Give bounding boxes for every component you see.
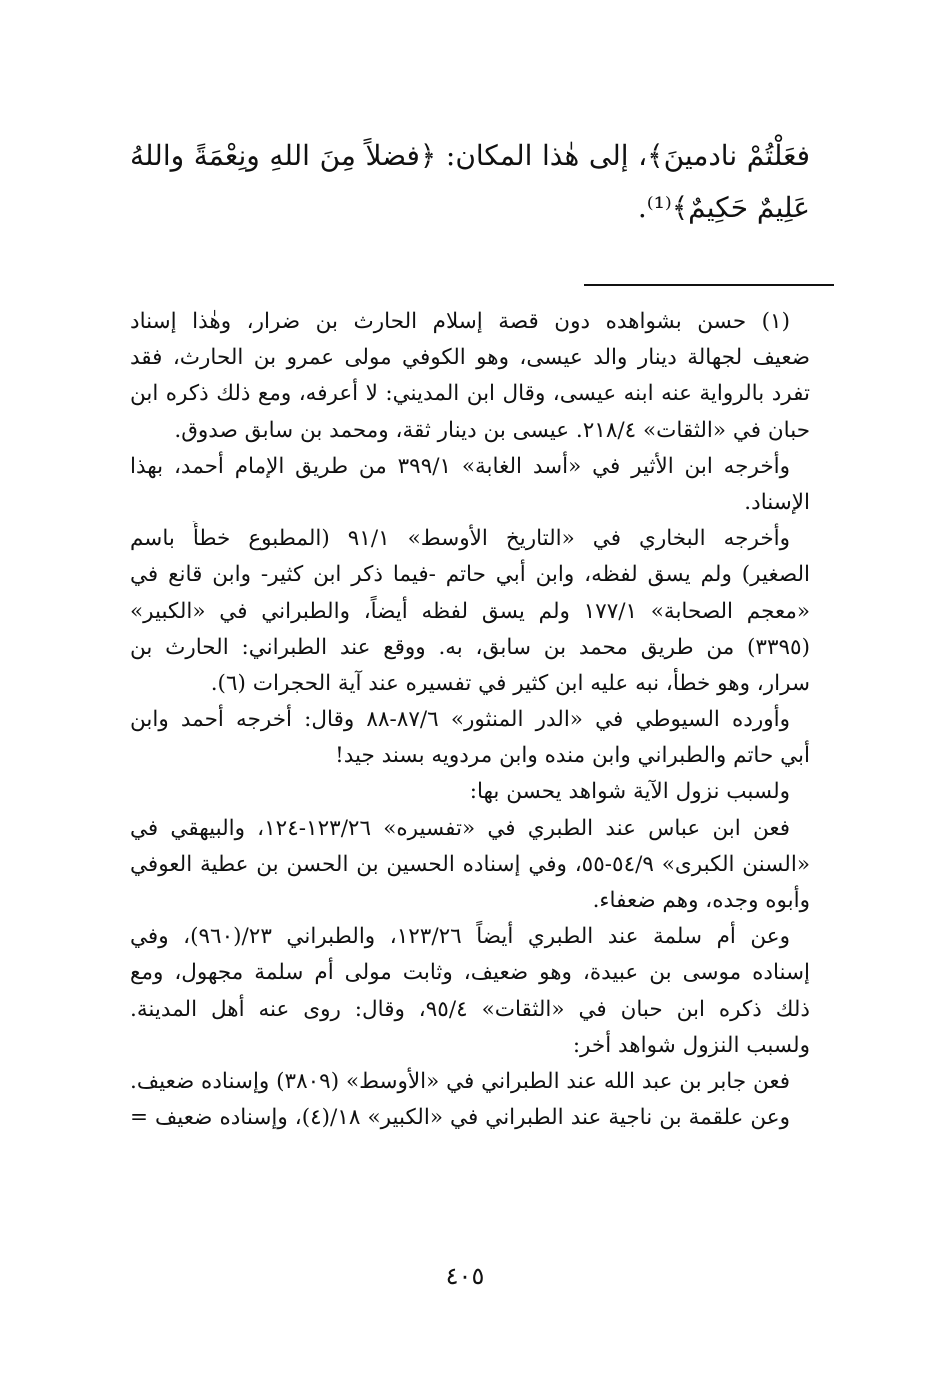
page-number: ٤٠٥ [445, 1262, 485, 1290]
footnote-line: سرار، وهو خطأ، نبه عليه ابن كثير في تفسيره عند آية الحجرات (٦). [210, 670, 810, 696]
footnote-line: (٣٣٩٥) من طريق محمد بن سابق، به. ووقع عند الطبراني: الحارث بن [130, 634, 810, 660]
footnote-line: إسناده موسى بن عبيدة، وهو ضعيف، وثابت مولى أم سلمة مجهول، ومع [130, 960, 810, 986]
footnote-line: حبان في «الثقات» ٢١٨/٤. عيسى بن دينار ثقة، ومحمد بن سابق صدوق. [174, 417, 810, 443]
main-text [130, 130, 810, 234]
footnote-line: (١) حسن بشواهده دون قصة إسلام الحارث بن ضرار، وهٰذا إسناد [130, 309, 790, 334]
footnote-line: أبي حاتم والطبراني وابن منده وابن مردويه بسند جيد! [335, 743, 810, 769]
footnote-line: فعن ابن عباس عند الطبري في «تفسيره» ١٢٣/٢٦-١٢٤، والبيهقي في [130, 815, 790, 841]
footnote-line: «معجم الصحابة» ١٧٧/١ ولم يسق لفظه أيضاً، والطبراني في «الكبير» [130, 598, 810, 624]
footnote-line: وأخرجه البخاري في «التاريخ الأوسط» ٩١/١ (المطبوع خطأً باسم [130, 526, 790, 552]
footnotes [130, 304, 810, 1136]
main-text-line: عَلِيمٌ حَكِيمٌ﴾⁽¹⁾. [637, 191, 810, 224]
footnote-line: تفرد بالرواية عنه ابنه عيسى، وقال ابن المديني: لا أعرفه، ومع ذلك ذكره ابن [130, 381, 810, 407]
footnote-line: ذلك ذكره ابن حبان في «الثقات» ٩٥/٤، وقال: روى عنه أهل المدينة. [130, 996, 810, 1022]
footnote-line: وأبوه وجده، وهم ضعفاء. [592, 888, 810, 913]
footnote-separator [584, 284, 834, 286]
footnote-line: الصغير) ولم يسق لفظه، وابن أبي حاتم -فيما ذكر ابن كثير- وابن قانع في [130, 562, 810, 588]
footnote-line: الإسناد. [744, 489, 810, 515]
footnote-line: «السنن الكبرى» ٥٤/٩-٥٥، وفي إسناده الحسين بن الحسن بن عطية العوفي [130, 851, 810, 877]
footnote-line: ولسبب النزول شواهد أخر: [572, 1032, 810, 1058]
footnote-line: وعن علقمة بن ناجية عند الطبراني في «الكبير» ١٨/(٤)، وإسناده ضعيف = [130, 1105, 791, 1131]
footnote-line: ضعيف لجهالة دينار والد عيسى، وهو الكوفي مولى عمرو بن الحارث، فقد [130, 345, 810, 371]
footnote-line: ولسبب نزول الآية شواهد يحسن بها: [469, 779, 790, 805]
footnote-line: وأورده السيوطي في «الدر المنثور» ٨٧/٦-٨٨ وقال: أخرجه أحمد وابن [130, 707, 790, 733]
footnote-line: وأخرجه ابن الأثير في «أسد الغابة» ٣٩٩/١ من طريق الإمام أحمد، بهذا [130, 453, 790, 479]
footnote-line: وعن أم سلمة عند الطبري أيضاً ١٢٣/٢٦، والطبراني ٢٣/(٩٦٠)، وفي [130, 924, 790, 950]
main-text-line: فعَلْتُمْ نادمينَ﴾، إلى هٰذا المكان: ﴿فضلاً مِنَ اللهِ ونِعْمَةً واللهُ [130, 139, 810, 172]
footnote-line: فعن جابر بن عبد الله عند الطبراني في «الأوسط» (٣٨٠٩) وإسناده ضعيف. [130, 1068, 790, 1094]
